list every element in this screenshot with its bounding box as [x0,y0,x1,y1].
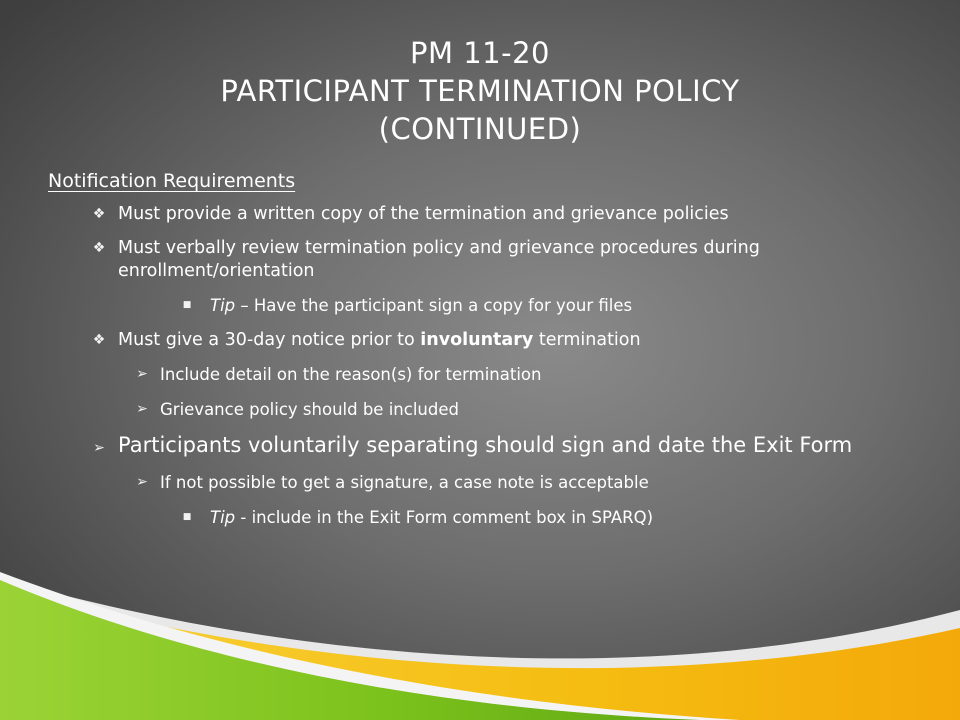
arrowhead-bullet-icon: ➢ [93,440,105,456]
list-item-text: If not possible to get a signature, a case note is acceptable [160,473,649,492]
list-item-text: Include detail on the reason(s) for termination [160,365,542,384]
list-item-text: - include in the Exit Form comment box in SPARQ) [235,508,654,527]
emphasis-text: involuntary [420,330,534,350]
square-bullet-icon: ■ [182,512,192,522]
title-line-1: PM 11-20 [410,36,550,70]
square-bullet-icon: ■ [182,300,192,310]
title-line-3: (CONTINUED) [378,112,582,146]
title-line-2: PARTICIPANT TERMINATION POLICY [220,74,740,108]
list-item-text: Participants voluntarily separating should sign and date the Exit Form [118,433,853,457]
section-heading: Notification Requirements [48,170,296,192]
arrowhead-bullet-icon: ➢ [136,474,148,490]
list-item-text: – Have the participant sign a copy for your files [235,296,633,315]
list-item-text: Must provide a written copy of the termination and grievance policies [118,204,729,224]
list-item-text-suffix: termination [533,330,641,350]
arrowhead-bullet-icon: ➢ [136,366,148,382]
tip-label: Tip [210,508,236,527]
list-item-text: Must verbally review termination policy and grievance procedures during enrollment/orientation [118,238,760,281]
diamond-cluster-bullet-icon: ❖ [92,240,106,256]
diamond-cluster-bullet-icon: ❖ [92,332,106,348]
diamond-cluster-bullet-icon: ❖ [92,206,106,222]
tip-label: Tip [210,296,236,315]
list-item-text: Must give a 30-day notice prior to [118,330,421,350]
arrowhead-bullet-icon: ➢ [136,401,148,417]
list-item-text: Grievance policy should be included [160,400,459,419]
